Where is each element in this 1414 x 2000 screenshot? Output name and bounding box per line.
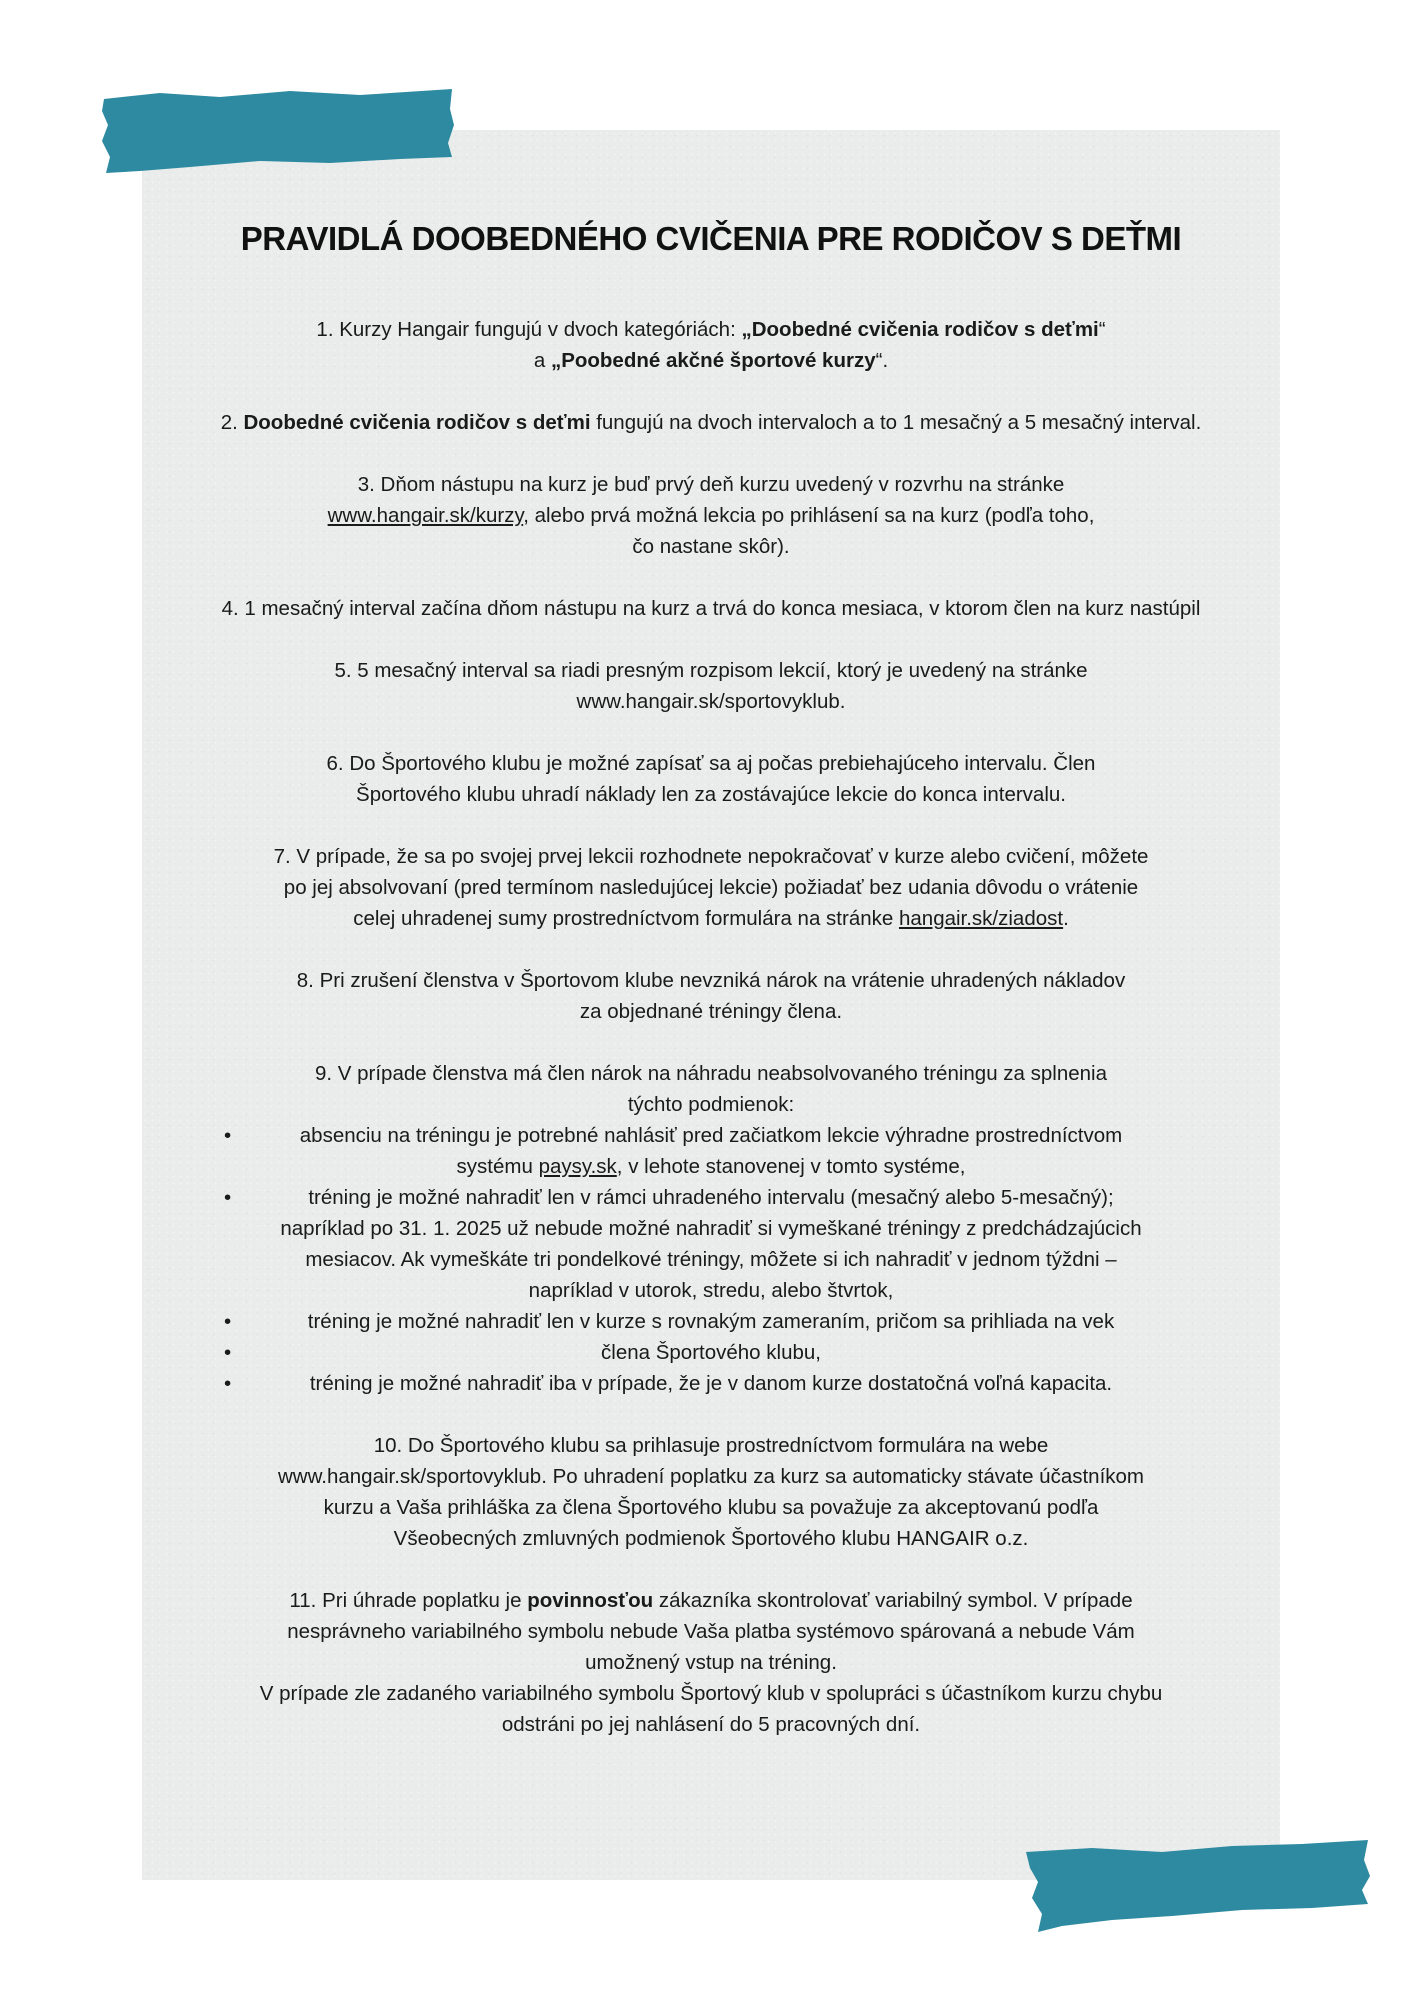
paysy-link[interactable]: paysy.sk: [538, 1155, 617, 1178]
kurzy-link[interactable]: www.hangair.sk/kurzy: [327, 504, 524, 527]
rule-7: 7. V prípade, že sa po svojej prvej lekcii rozhodnete nepokračovať v kurze alebo cvičení, môžete po jej absolvovaní (pred termínom nasledujúcej lekcie) požiadať bez udania dôvodu o vrátenie celej uhradenej sumy prostredníctvom formulára na stránke hangair.sk/ziadost.: [273, 845, 1149, 930]
rules-list: [212, 314, 1210, 1771]
bullet-icon: •: [224, 1186, 232, 1209]
bullet-icon: •: [224, 1310, 232, 1333]
rule-6: 6. Do Športového klubu je možné zapísať sa aj počas prebiehajúceho intervalu. Člen Športového klubu uhradí náklady len za zostávajúce lekcie do konca intervalu.: [326, 752, 1096, 806]
rule-9-conditions: [212, 1120, 1210, 1399]
bullet-icon: •: [224, 1341, 232, 1364]
rule-2: 2. Doobedné cvičenia rodičov s deťmi fungujú na dvoch intervaloch a to 1 mesačný a 5 mesačný interval.: [220, 411, 1202, 434]
rule-5: 5. 5 mesačný interval sa riadi presným rozpisom lekcií, ktorý je uvedený na stránke www.hangair.sk/sportovyklub.: [334, 659, 1088, 713]
rule-8: 8. Pri zrušení členstva v Športovom klube nevzniká nárok na vrátenie uhradených nákladov za objednané tréningy člena.: [296, 969, 1126, 1023]
rule-9: 9. V prípade členstva má člen nárok na náhradu neabsolvovaného tréningu za splnenia týchto podmienok:: [314, 1062, 1108, 1116]
list-item: • člena Športového klubu,: [212, 1337, 1210, 1368]
rule-11: 11. Pri úhrade poplatku je povinnosťou zákazníka skontrolovať variabilný symbol. V prípade nesprávneho variabilného symbolu nebude Vaša platba systémovo spárovaná a nebude Vám umožnený vstup na tréning. V prípade zle zadaného variabilného symbolu Športový klub v spolupráci s účastníkom kurzu chybu odstráni po jej nahlásení do 5 pracovných dní.: [259, 1589, 1163, 1736]
list-item: • tréning je možné nahradiť len v kurze s rovnakým zameraním, pričom sa prihliada na vek: [212, 1306, 1210, 1337]
ziadost-link[interactable]: hangair.sk/ziadost: [898, 907, 1064, 930]
list-item: • absenciu na tréningu je potrebné nahlásiť pred začiatkom lekcie výhradne prostredníctvom systému paysy.sk, v lehote stanovenej v tomto systéme,: [212, 1120, 1210, 1182]
list-item: • tréning je možné nahradiť len v rámci uhradeného intervalu (mesačný alebo 5-mesačný); napríklad po 31. 1. 2025 už nebude možné nahradiť si vymeškané tréningy z predchádzajúcich mesiacov. Ak vymeškáte tri pondelkové tréningy, môžete si ich nahradiť v jednom týždni – napríklad v utorok, stredu, alebo štvrtok,: [212, 1182, 1210, 1306]
decorative-tape-top: [100, 85, 456, 175]
list-item: • tréning je možné nahradiť iba v prípade, že je v danom kurze dostatočná voľná kapacita.: [212, 1368, 1210, 1399]
bullet-icon: •: [224, 1124, 232, 1147]
bullet-icon: •: [224, 1372, 232, 1395]
rule-10: 10. Do Športového klubu sa prihlasuje prostredníctvom formulára na webe www.hangair.sk/sportovyklub. Po uhradení poplatku za kurz sa automaticky stávate účastníkom kurzu a Vaša prihláška za člena Športového klubu sa považuje za akceptovanú podľa Všeobecných zmluvných podmienok Športového klubu HANGAIR o.z.: [278, 1434, 1144, 1550]
rule-1: 1. Kurzy Hangair fungujú v dvoch kategóriách: „Doobedné cvičenia rodičov s deťmi“ a „Poobedné akčné športové kurzy“.: [316, 318, 1106, 372]
decorative-tape-bottom: [1022, 1838, 1374, 1934]
page-title: PRAVIDLÁ DOOBEDNÉHO CVIČENIA PRE RODIČOV S DEŤMI: [240, 220, 1182, 257]
rule-3: 3. Dňom nástupu na kurz je buď prvý deň kurzu uvedený v rozvrhu na stránke www.hangair.sk/kurzy, alebo prvá možná lekcia po prihlásení sa na kurz (podľa toho, čo nastane skôr).: [327, 473, 1095, 558]
rule-4: 4. 1 mesačný interval začína dňom nástupu na kurz a trvá do konca mesiaca, v ktorom člen na kurz nastúpil: [221, 597, 1201, 620]
